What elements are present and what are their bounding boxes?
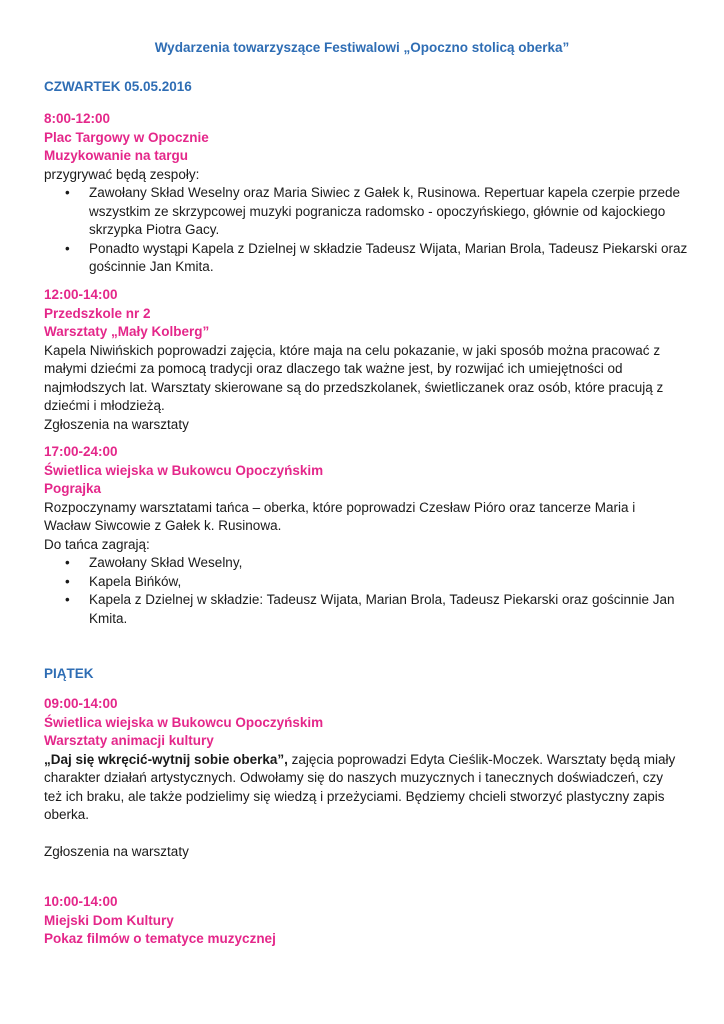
event-description: Rozpoczynamy warsztatami tańca – oberka, które poprowadzi Czesław Pióro oraz tancerze Maria i Wacław Siwcowie z Gałek k. Rusinowa.	[44, 499, 636, 533]
event-time: 12:00-14:00	[44, 287, 118, 302]
event-description-text: zajęcia poprowadzi Edyta Cieślik-Moczek. Warsztaty będą miały charakter działań artystycznych. Odwołamy się do naszych muzycznych i tanecznych doświadczeń, czy też ich braku, ale także podzielimy się wiedzą i przeżyciami. Będziemy chcieli stworzyć plastyczny zapis oberka.	[44, 751, 676, 822]
event-intro: Do tańca zagrają:	[44, 536, 150, 552]
day-heading-thursday: CZWARTEK 05.05.2016	[44, 79, 192, 94]
event-name: Pokaz filmów o tematyce muzycznej	[44, 931, 276, 946]
day-heading-friday: PIĄTEK	[44, 666, 94, 681]
event-block	[44, 110, 688, 277]
event-intro: przygrywać będą zespoły:	[44, 166, 200, 182]
event-note: Zgłoszenia na warsztaty	[44, 843, 189, 859]
list-item: • Ponadto wystąpi Kapela z Dzielnej w składzie Tadeusz Wijata, Marian Brola, Tadeusz Piekarski oraz gościnnie Jan Kmita.	[89, 240, 699, 277]
list-item: • Kapela z Dzielnej w składzie: Tadeusz Wijata, Marian Brola, Tadeusz Piekarski oraz gościnnie Jan Kmita.	[89, 591, 689, 628]
event-block	[44, 286, 684, 434]
event-time: 17:00-24:00	[44, 444, 118, 459]
event-name: Warsztaty „Mały Kolberg”	[44, 324, 210, 339]
event-place: Świetlica wiejska w Bukowcu Opoczyńskim	[44, 462, 324, 478]
event-place: Miejski Dom Kultury	[44, 912, 174, 928]
event-name: Muzykowanie na targu	[44, 148, 189, 163]
event-bullet-list	[44, 554, 689, 628]
event-time: 10:00-14:00	[44, 894, 118, 909]
event-block	[44, 443, 684, 628]
event-bullet-list	[44, 184, 699, 277]
event-name: Warsztaty animacji kultury	[44, 733, 214, 748]
event-place: Przedszkole nr 2	[44, 305, 151, 321]
event-time: 09:00-14:00	[44, 696, 118, 711]
event-block	[44, 695, 684, 861]
document-title: Wydarzenia towarzyszące Festiwalowi „Opoczno stolicą oberka”	[154, 40, 570, 55]
list-item: • Zawołany Skład Weselny,	[89, 554, 689, 573]
list-item: • Zawołany Skład Weselny oraz Maria Siwiec z Gałek k, Rusinowa. Repertuar kapela czerpie przede wszystkim ze skrzypcowej muzyki pogranicza radomsko - opoczyńskiego, głównie od kajockiego skrzypka Piotra Gacy.	[89, 184, 699, 240]
event-description: Kapela Niwińskich poprowadzi zajęcia, które maja na celu pokazanie, w jaki sposób można pracować z małymi dziećmi za pomocą tradycji oraz dlaczego tak ważne jest, by rozwijać ich umiejętności od najmłodszych lat. Warsztaty skierowane są do przedszkolanek, świetliczanek oraz osób, które pracują z dziećmi i młodzieżą.	[44, 342, 664, 413]
workshop-title: „Daj się wkręcić-wytnij sobie oberka”,	[44, 751, 288, 767]
event-description	[44, 751, 684, 825]
event-place: Plac Targowy w Opocznie	[44, 129, 209, 145]
event-block	[44, 893, 684, 949]
event-time: 8:00-12:00	[44, 111, 111, 126]
event-place: Świetlica wiejska w Bukowcu Opoczyńskim	[44, 714, 324, 730]
event-note: Zgłoszenia na warsztaty	[44, 416, 189, 432]
event-name: Pograjka	[44, 481, 102, 496]
list-item: • Kapela Bińków,	[89, 573, 689, 592]
